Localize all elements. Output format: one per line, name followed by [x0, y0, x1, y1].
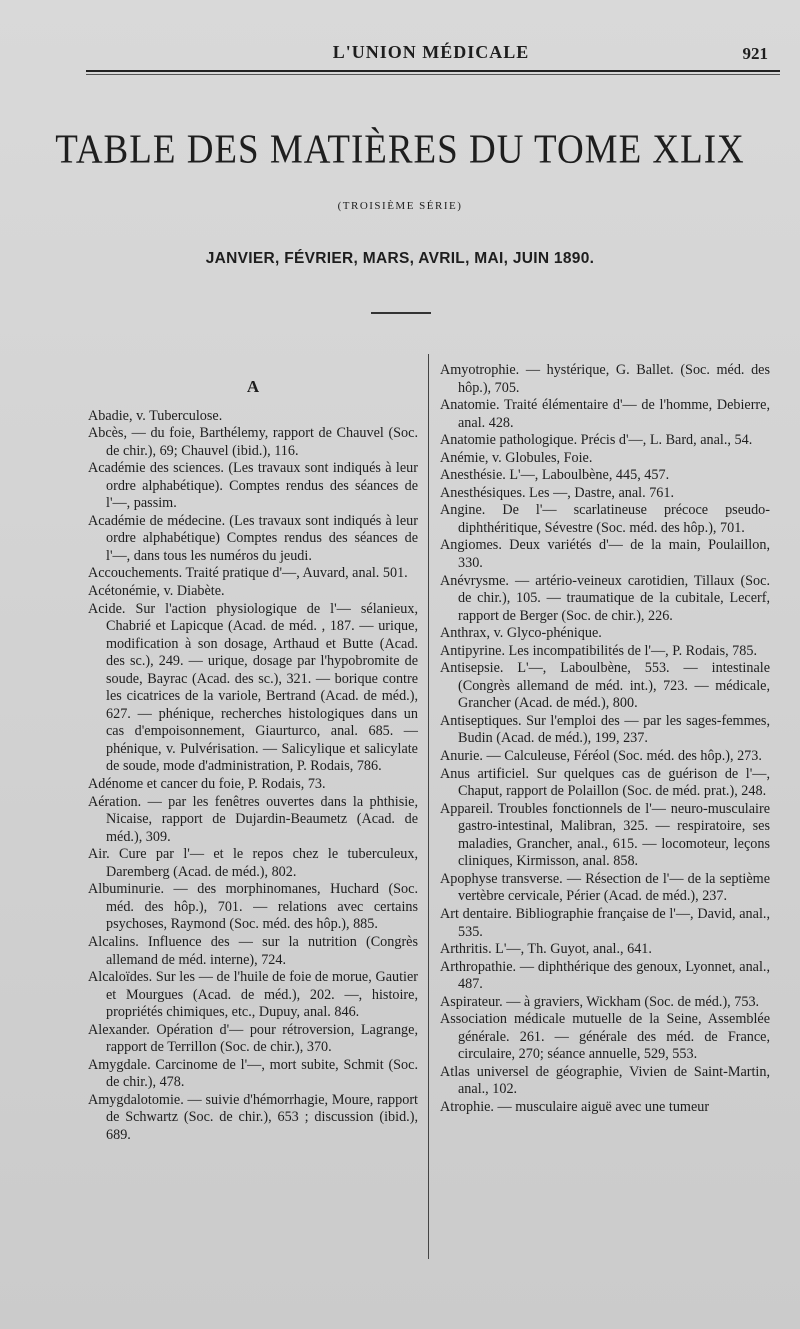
index-entry: Adénome et cancer du foie, P. Rodais, 73. — [88, 776, 326, 793]
index-entry: Apophyse transverse. — Résection de l'— de la septième vertèbre cervicale, Périer (Acad. de méd.), 237. — [440, 870, 770, 905]
column-divider — [428, 354, 429, 1259]
index-entry: Art dentaire. Bibliographie française de l'—, David, anal., 535. — [440, 905, 770, 940]
index-entry: Abadie, v. Tuberculose. — [88, 407, 223, 424]
index-entry: Arthritis. L'—, Th. Guyot, anal., 641. — [440, 941, 652, 958]
index-entry: Acide. Sur l'action physiologique de l'— sélanieux, Chabrié et Lapicque (Acad. de méd. , 187. — urique, modification à son dosage, Arthaud et Butte (Acad. des sc.), 249. — urique, dosage par l'hypobromite de soude, Bayrac (Acad. des sc.), 321. — borique contre les cicatrices de la variole, Bertrand (Acad. de méd.), 627. — phénique, recherches histologiques dans un cas d'empoisonnement, Giaurturco, anal. 685. — phénique, v. Pulvérisation. — Salicylique et salicylate de soude, mode d'administration, P. Rodais, 786. — [88, 600, 418, 775]
index-entry: Accouchements. Traité pratique d'—, Auvard, anal. 501. — [88, 565, 408, 582]
page-header — [86, 42, 776, 70]
index-entry: Amyotrophie. — hystérique, G. Ballet. (Soc. méd. des hôp.), 705. — [440, 362, 770, 396]
index-entry: Association médicale mutuelle de la Seine, Assemblée générale. 261. — générale des méd. de France, circulaire, 270; séance annuelle, 529, 553. — [440, 1011, 770, 1063]
index-entry: Appareil. Troubles fonctionnels de l'— neuro-musculaire gastro-intestinal, Malibran, 325. — respiratoire, ses maladies, Grancher, anal., 615. — locomoteur, leçons cliniques, Kirmisson, anal. 858. — [440, 800, 770, 870]
index-entry: Air. Cure par l'— et le repos chez le tuberculeux, Daremberg (Acad. de méd.), 802. — [88, 846, 418, 880]
index-entry: Alcalins. Influence des — sur la nutrition (Congrès allemand de méd. interne), 724. — [88, 933, 418, 968]
index-entry: Anthrax, v. Glyco-phénique. — [440, 625, 602, 642]
index-entry: Académie des sciences. (Les travaux sont indiqués à leur ordre alphabétique). Comptes rendus des séances de l'—, passim. — [88, 460, 418, 512]
index-entry: Académie de médecine. (Les travaux sont indiqués à leur ordre alphabétique) Comptes rendus des séances de l'—, dans tous les numéros du jeudi. — [88, 512, 418, 564]
index-entry: Angine. De l'— scarlatineuse précoce pseudo-diphthéritique, Sévestre (Soc. méd. des hôp.), 701. — [440, 502, 770, 536]
volume-title: TABLE DES MATIÈRES DU TOME XLIX — [55, 126, 745, 173]
left-column — [88, 358, 418, 1145]
date-range: JANVIER, FÉVRIER, MARS, AVRIL, MAI, JUIN 1890. — [205, 250, 595, 267]
index-entry: Anatomie. Traité élémentaire d'— de l'homme, Debierre, anal. 428. — [440, 397, 770, 431]
page-number: 921 — [742, 44, 768, 63]
header-rule-thin — [86, 74, 780, 75]
index-entry: Alcaloïdes. Sur les — de l'huile de foie de morue, Gautier et Mourgues (Acad. de méd.), 202. —, histoire, propriétés chimiques, etc., Dupuy, anal. 846. — [88, 969, 418, 1021]
index-entry: Aspirateur. — à graviers, Wickham (Soc. de méd.), 753. — [440, 993, 760, 1010]
index-entry: Abcès, — du foie, Barthélemy, rapport de Chauvel (Soc. de chir.), 69; Chauvel (ibid.), 116. — [88, 425, 418, 459]
running-title: L'UNION MÉDICALE — [332, 42, 530, 62]
index-entry: Amygdalotomie. — suivie d'hémorrhagie, Moure, rapport de Schwartz (Soc. de chir.), 653 ; discussion (ibid.), 689. — [88, 1091, 418, 1143]
index-entry: Anurie. — Calculeuse, Féréol (Soc. méd. des hôp.), 273. — [440, 748, 762, 765]
header-rule — [86, 70, 780, 72]
index-entry: Anémie, v. Globules, Foie. — [440, 449, 593, 466]
index-entry: Antiseptiques. Sur l'emploi des — par les sages-femmes, Budin (Acad. de méd.), 199, 237. — [440, 712, 770, 747]
index-entry: Anesthésie. L'—, Laboulbène, 445, 457. — [440, 467, 670, 484]
index-entry: Antipyrine. Les incompatibilités de l'—, P. Rodais, 785. — [440, 642, 758, 659]
index-entry: Aération. — par les fenêtres ouvertes dans la phthisie, Nicaise, rapport de Dujardin-Beaumetz (Acad. de méd.), 309. — [88, 793, 418, 845]
index-entry: Angiomes. Deux variétés d'— de la main, Poulaillon, 330. — [440, 537, 770, 572]
right-column — [440, 362, 770, 1117]
index-entry: Albuminurie. — des morphinomanes, Huchard (Soc. méd. des hôp.), 701. — relations avec certains psychoses, Raymond (Soc. méd. des hôp.), 885. — [88, 881, 418, 933]
index-entry: Arthropathie. — diphthérique des genoux, Lyonnet, anal., 487. — [440, 958, 770, 993]
index-entry: Anus artificiel. Sur quelques cas de guérison de l'—, Chaput, rapport de Polaillon (Soc. de méd. prat.), 248. — [440, 765, 770, 800]
index-entry: Anévrysme. — artério-veineux carotidien, Tillaux (Soc. de chir.), 105. — traumatique de la cubitale, Lecerf, rapport de Berger (Soc. de chir.), 226. — [440, 572, 770, 624]
index-entry: Alexander. Opération d'— pour rétroversion, Lagrange, rapport de Terrillon (Soc. de chir.), 370. — [88, 1021, 418, 1056]
index-entry: Anatomie pathologique. Précis d'—, L. Bard, anal., 54. — [440, 432, 753, 449]
index-entry: Anesthésiques. Les —, Dastre, anal. 761. — [440, 484, 675, 501]
index-entry: Atlas universel de géographie, Vivien de Saint-Martin, anal., 102. — [440, 1063, 770, 1098]
section-letter: A — [246, 377, 260, 396]
index-entry: Acétonémie, v. Diabète. — [88, 583, 225, 600]
index-entry: Antisepsie. L'—, Laboulbène, 553. — intestinale (Congrès allemand de méd. int.), 723. — médicale, Grancher (Acad. de méd.), 800. — [440, 660, 770, 712]
section-divider — [371, 312, 431, 314]
index-entry: Atrophie. — musculaire aiguë avec une tumeur — [440, 1098, 710, 1115]
series-subtitle: (TROISIÈME SÉRIE) — [337, 200, 463, 212]
index-entry: Amygdale. Carcinome de l'—, mort subite, Schmit (Soc. de chir.), 478. — [88, 1056, 418, 1091]
